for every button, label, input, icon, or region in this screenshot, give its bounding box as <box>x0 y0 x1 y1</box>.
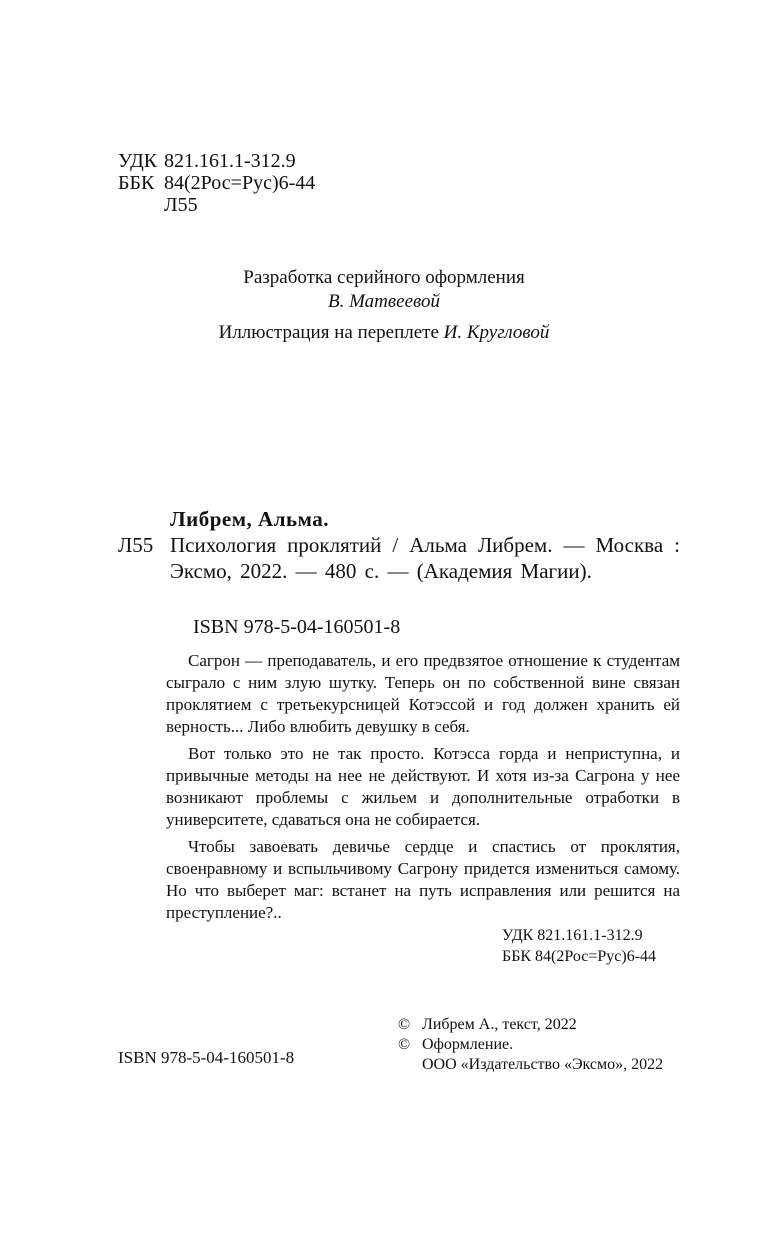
annotation-classification <box>502 925 656 967</box>
udk-value: 821.161.1-312.9 <box>164 150 296 172</box>
bbk-row <box>118 172 315 194</box>
copyright-design-line <box>398 1035 663 1055</box>
copyright-design: Оформление. <box>422 1036 514 1053</box>
classification-block <box>118 150 315 216</box>
annotation-paragraph: Вот только это не так просто. Котэсса горда и неприступна, и привычные методы на нее не действуют. И хотя из-за Сагрона у нее возникают проблемы с жильем и дополнительные отработки в университете, сдаваться она не собирается. <box>166 744 680 829</box>
copyright-text: Либрем А., текст, 2022 <box>422 1016 577 1033</box>
annotation-paragraph: Чтобы завоевать девичье сердце и спастись от проклятия, своенравному и вспыльчивому Сагрону придется измениться самому. Но что выберет маг: встанет на путь исправления или решится на преступление?.. <box>166 837 680 922</box>
annotation-udk: УДК 821.161.1-312.9 <box>502 927 643 944</box>
copyright-symbol: © <box>398 1036 411 1053</box>
series-design-credit <box>0 266 768 314</box>
footer-isbn: ISBN 978-5-04-160501-8 <box>118 1048 295 1067</box>
bbk-value: 84(2Рос=Рус)6-44 <box>164 172 316 194</box>
copyright-publisher-line <box>398 1055 663 1075</box>
description-text: Психология проклятий / Альма Либрем. — Москва : Эксмо, 2022. — 480 с. — (Академия Магии). <box>170 533 680 583</box>
author-mark-row <box>118 194 315 216</box>
bibliographic-description <box>118 532 680 584</box>
copyright-block <box>398 1015 663 1075</box>
series-designer-name: В. Матвеевой <box>328 291 440 312</box>
author-mark: Л55 <box>164 194 198 216</box>
annotation-paragraph: Сагрон — преподаватель, и его предвзятое отношение к студентам сыграло с ним злую шутку. Теперь он по собственной вине связан проклятием с третьекурсницей Котэссой и год должен хранить ей верность... Либо влюбить девушку в себя. <box>166 651 680 736</box>
copyright-symbol: © <box>398 1016 411 1033</box>
illustrator-name: И. Кругловой <box>443 322 550 343</box>
udk-row <box>118 150 315 172</box>
series-design-label: Разработка серийного оформления <box>243 267 525 288</box>
illustration-label: Иллюстрация на переплете <box>218 322 439 343</box>
annotation-bbk: ББК 84(2Рос=Рус)6-44 <box>502 948 657 965</box>
copyright-publisher: ООО «Издательство «Эксмо», 2022 <box>422 1056 664 1073</box>
udk-label: УДК <box>118 150 158 172</box>
catalog-entry <box>118 506 680 584</box>
annotation <box>166 650 680 929</box>
entry-isbn: ISBN 978-5-04-160501-8 <box>193 616 401 638</box>
call-number: Л55 <box>118 533 154 557</box>
illustration-credit <box>0 321 768 345</box>
bbk-label: ББК <box>118 172 155 194</box>
author-heading: Либрем, Альма. <box>170 507 330 531</box>
copyright-text-line <box>398 1015 663 1035</box>
